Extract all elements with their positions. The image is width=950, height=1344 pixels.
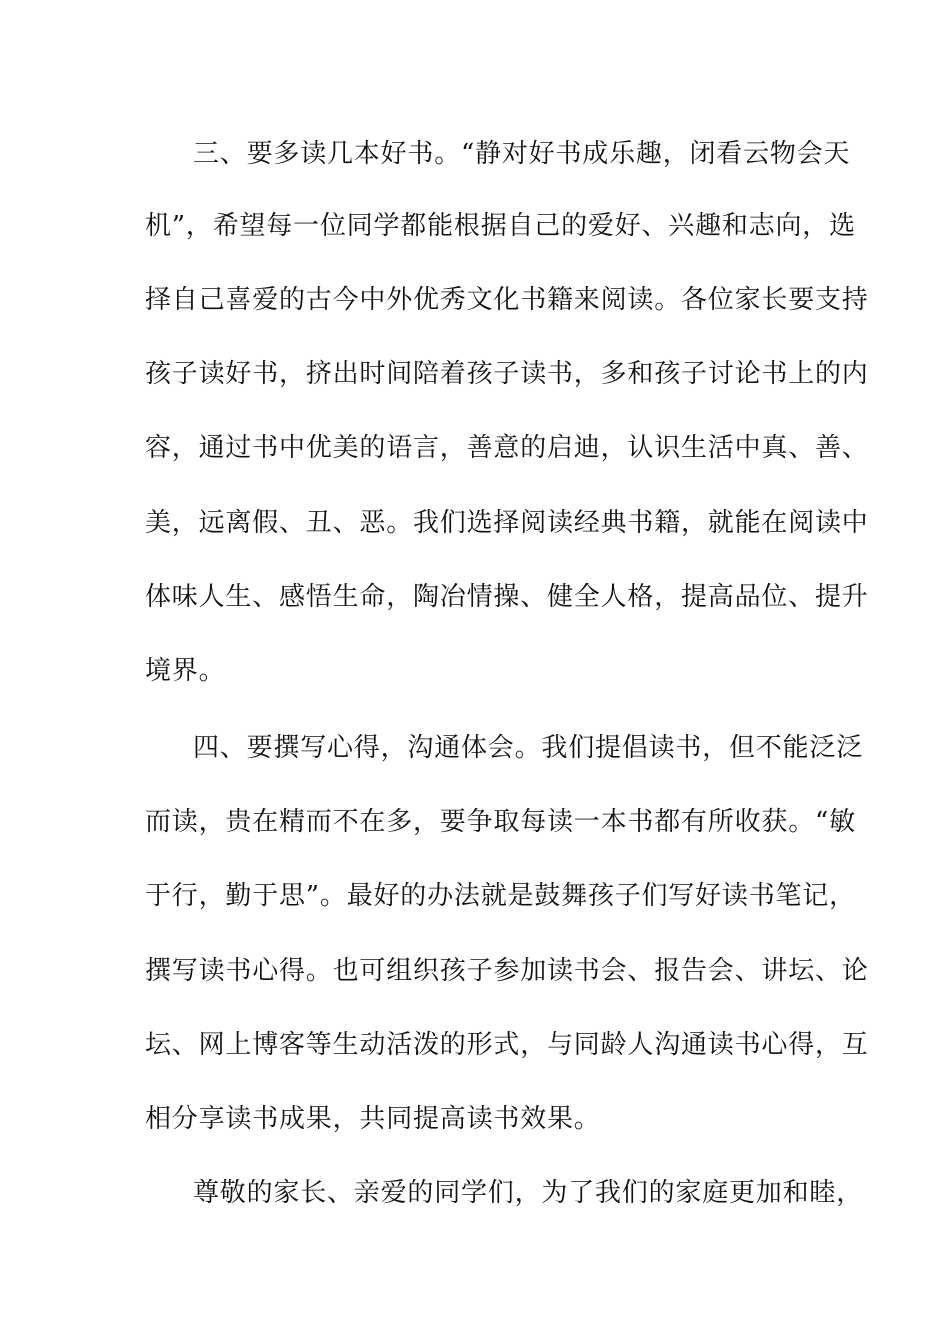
paragraph-3-line-8: 境界。 — [145, 656, 226, 686]
paragraph-3-line-4: 孩子读好书，挤出时间陪着孩子读书，多和孩子讨论书上的内 — [145, 359, 869, 389]
paragraph-3-line-1: 三、要多读几本好书。“静对好书成乐趣，闭看云物会天 — [193, 139, 851, 169]
paragraph-3-line-6: 美，远离假、丑、恶。我们选择阅读经典书籍，就能在阅读中 — [145, 508, 869, 538]
paragraph-3-line-5: 容，通过书中优美的语言，善意的启迪，认识生活中真、善、 — [145, 433, 869, 463]
paragraph-4-line-5: 坛、网上博客等生动活泼的形式，与同龄人沟通读书心得，互 — [145, 1030, 869, 1060]
paragraph-4-line-2: 而读，贵在精而不在多，要争取每读一本书都有所收获。“敏 — [145, 807, 856, 837]
paragraph-3-line-7: 体味人生、感悟生命，陶冶情操、健全人格，提高品位、提升 — [145, 582, 869, 612]
paragraph-3-line-2: 机”，希望每一位同学都能根据自己的爱好、兴趣和志向，选 — [145, 211, 856, 241]
paragraph-4-line-3: 于行，勤于思”。最好的办法就是鼓舞孩子们写好读书笔记， — [145, 881, 856, 911]
paragraph-4-line-1: 四、要撰写心得，沟通体会。我们提倡读书，但不能泛泛 — [193, 733, 864, 763]
paragraph-3-line-3: 择自己喜爱的古今中外优秀文化书籍来阅读。各位家长要支持 — [145, 285, 869, 315]
paragraph-5-line-1: 尊敬的家长、亲爱的同学们，为了我们的家庭更加和睦， — [193, 1178, 864, 1208]
paragraph-4-line-4: 撰写读书心得。也可组织孩子参加读书会、报告会、讲坛、论 — [145, 956, 869, 986]
paragraph-4-line-6: 相分享读书成果，共同提高读书效果。 — [145, 1104, 601, 1134]
